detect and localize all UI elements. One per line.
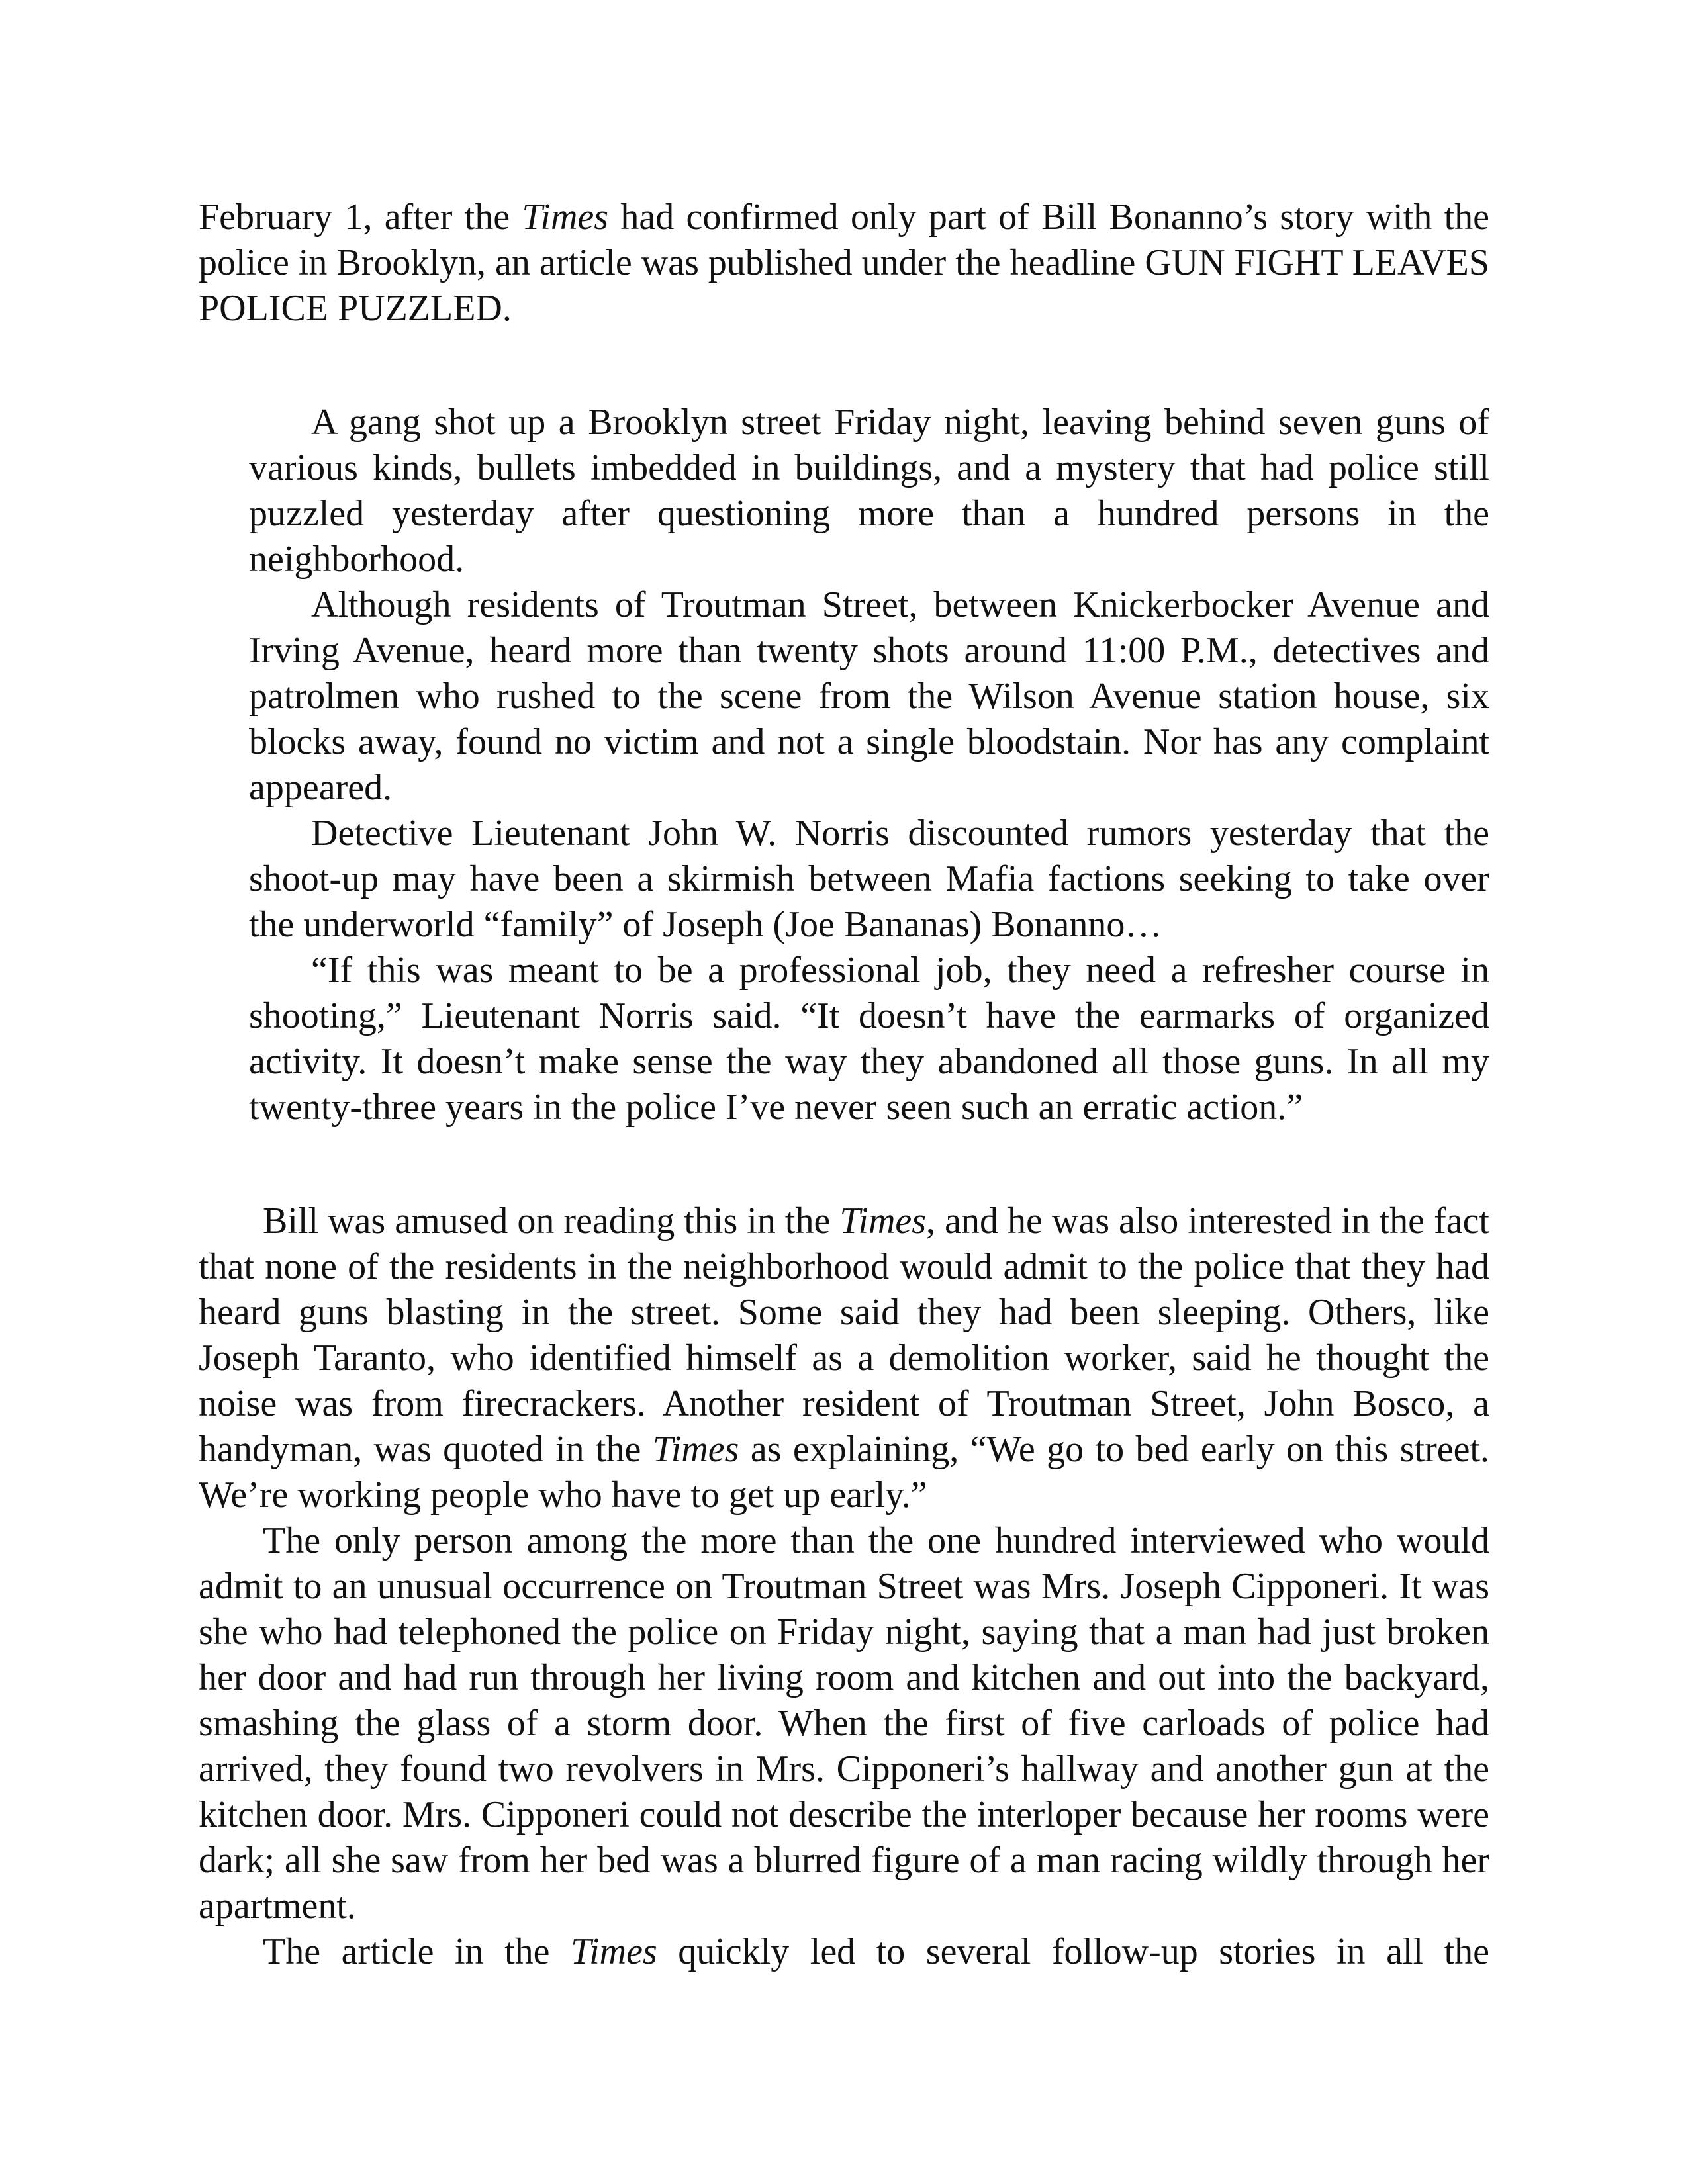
quote-paragraph-2: Although residents of Troutman Street, between Knickerbocker Avenue and Irving Avenue, heard more than twenty shots around 11:00 P.M., detectives and patrolmen who rushed to the scene from the Wilson Avenue station house, six blocks away, found no victim and not a single bloodstain. Nor has any complaint appeared. bbox=[249, 584, 1489, 808]
body-paragraph-2: The only person among the more than the one hundred interviewed who would admit to an unusual occurrence on Troutman Street was Mrs. Joseph Cipponeri. It was she who had telephoned the police on Friday night, saying that a man had just broken her door and had run through her living room and kitchen and out into the backyard, smashing the glass of a storm door. When the first of five carloads of police had arrived, they found two revolvers in Mrs. Cipponeri’s hallway and another gun at the kitchen door. Mrs. Cipponeri could not describe the interloper because her rooms were dark; all she saw from her bed was a blurred figure of a man racing wildly through her apartment. bbox=[199, 1520, 1489, 1927]
quote-paragraph-1: A gang shot up a Brooklyn street Friday night, leaving behind seven guns of various kinds, bullets imbedded in buildings, and a mystery that had police still puzzled yesterday after questioning more than a hundred persons in the neighborhood. bbox=[249, 402, 1489, 580]
block-quote bbox=[249, 400, 1489, 1130]
body-p1-times-title-2: Times bbox=[652, 1429, 739, 1470]
body-p1-text-b: , and he was also interested in the fact that none of the residents in the neighborhood would admit to the police that they had heard guns blasting in the street. Some said they had been sleeping. Others, like Joseph Taranto, who identified himself as a demolition worker, said he thought the noise was from firecrackers. Another resident of Troutman Street, John Bosco, a handyman, was quoted in the bbox=[199, 1201, 1489, 1470]
body-paragraph-3 bbox=[199, 1929, 1489, 1975]
intro-text-before: February 1, after the bbox=[199, 197, 522, 238]
intro-times-title: Times bbox=[522, 197, 609, 238]
intro-paragraph bbox=[199, 195, 1489, 332]
body-p1-text-a: Bill was amused on reading this in the bbox=[263, 1201, 840, 1242]
intro-text-after: had confirmed only part of Bill Bonanno’s story with the police in Brooklyn, an article was published under the headline GUN FIGHT LEAVES POLICE PUZZLED. bbox=[199, 197, 1489, 329]
quote-paragraph-3: Detective Lieutenant John W. Norris discounted rumors yesterday that the shoot-up may have been a skirmish between Mafia factions seeking to take over the underworld “family” of Joseph (Joe Bananas) Bonanno… bbox=[249, 813, 1489, 945]
quote-paragraph-4: “If this was meant to be a professional job, they need a refresher course in shooting,” Lieutenant Norris said. “It doesn’t have the earmarks of organized activity. It doesn’t make sense the way they abandoned all those guns. In all my twenty-three years in the police I’ve never seen such an erratic action.” bbox=[249, 950, 1489, 1128]
body-p3-times-title: Times bbox=[571, 1931, 657, 1972]
document-page bbox=[199, 195, 1489, 1975]
body-paragraph-1 bbox=[199, 1199, 1489, 1518]
body-p3-text-a: The article in the bbox=[263, 1931, 571, 1972]
body-p1-times-title: Times bbox=[839, 1201, 927, 1242]
body-p3-text-b: quickly led to several follow-up stories in all the bbox=[657, 1931, 1489, 1972]
body-p1-text-c: as explaining, “We go to bed early on this street. We’re working people who have to get up early.” bbox=[199, 1429, 1489, 1516]
